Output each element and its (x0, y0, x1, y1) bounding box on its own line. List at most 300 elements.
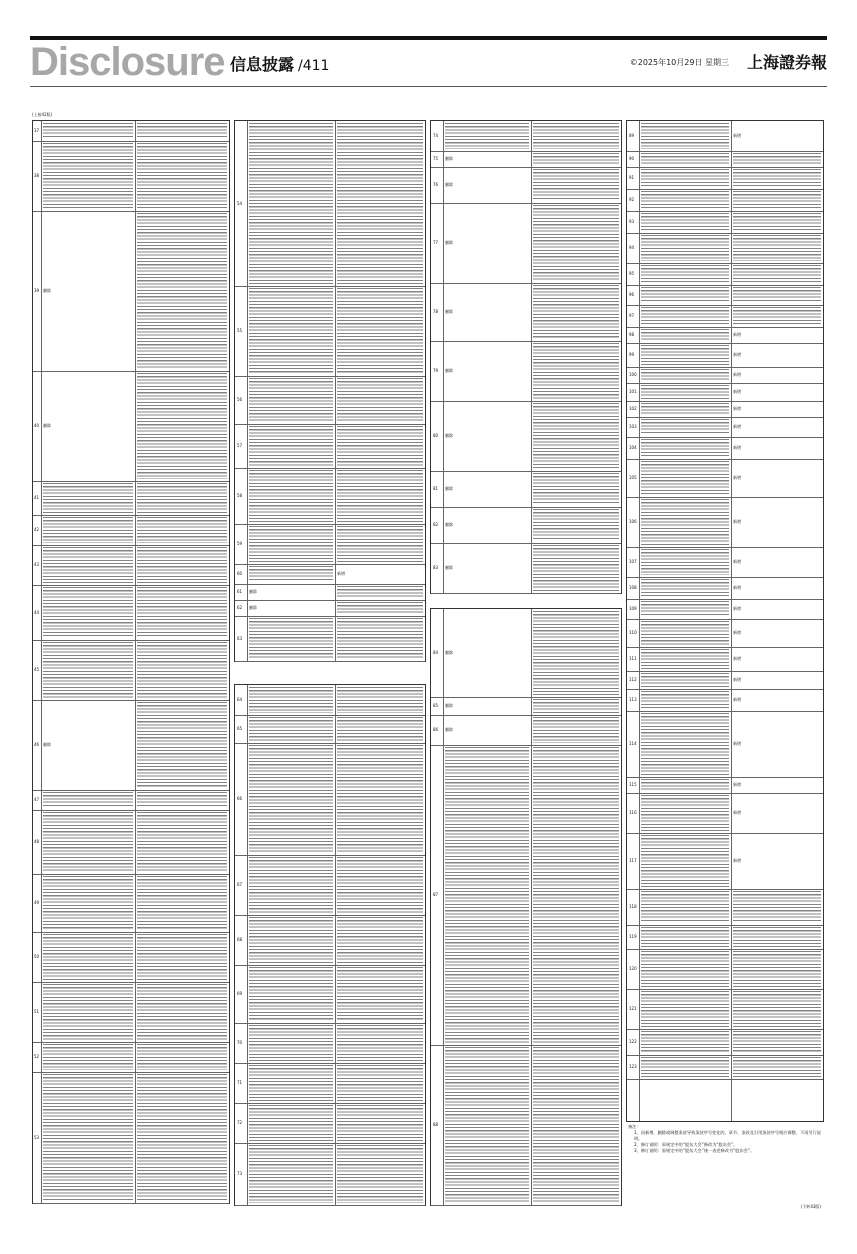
original-clause-text (43, 547, 133, 583)
row-number: 97 (629, 313, 635, 318)
row-number: 96 (629, 292, 635, 297)
revised-clause-text (533, 473, 619, 505)
revised-clause-text (733, 287, 821, 303)
row-number: 103 (629, 424, 637, 429)
row-number: 92 (629, 197, 635, 202)
original-clause-text (249, 288, 333, 374)
revised-clause-text (533, 699, 619, 713)
revised-clause-text (533, 545, 619, 591)
row-number: 39 (34, 288, 40, 293)
row-number: 48 (34, 839, 40, 844)
delete-label: 删除 (445, 156, 453, 161)
notes-block (628, 1124, 822, 1154)
table-row (627, 401, 823, 418)
table-row (235, 376, 425, 425)
row-number: 37 (34, 128, 40, 133)
issue-date: ©2025年10月29日 星期三 (629, 58, 729, 67)
original-clause-text (249, 618, 333, 659)
table-row (627, 577, 823, 600)
table-row (627, 343, 823, 368)
table-row (235, 743, 425, 856)
row-number: 104 (629, 445, 637, 450)
revised-clause-text (137, 642, 227, 698)
column-4 (626, 112, 826, 1210)
table-row (33, 545, 229, 586)
original-clause-text (249, 687, 333, 713)
revised-clause-text (137, 934, 227, 980)
original-clause-text (43, 1044, 133, 1070)
revised-clause-text (137, 143, 227, 209)
original-clause-text (641, 927, 729, 947)
delete-label: 删除 (445, 240, 453, 245)
revised-clause-text (137, 1074, 227, 1201)
row-number: 64 (237, 697, 243, 702)
row-number: 98 (629, 332, 635, 337)
table-row (235, 1143, 425, 1206)
revised-clause-text (533, 153, 619, 165)
revised-clause-text (733, 169, 821, 187)
new-label: 新增 (733, 606, 741, 611)
revised-clause-text (337, 1025, 423, 1061)
revised-clause-text (137, 373, 227, 479)
table-row (33, 700, 229, 791)
table-row (33, 640, 229, 701)
original-clause-text (641, 439, 729, 457)
original-clause-text (641, 1031, 729, 1053)
row-number: 81 (433, 486, 439, 491)
row-number: 54 (237, 200, 243, 206)
original-clause-text (641, 579, 729, 597)
table-row (627, 383, 823, 402)
page-number: /411 (298, 58, 330, 74)
table-row (235, 524, 425, 565)
row-number: 111 (629, 656, 637, 661)
row-number: 52 (34, 1054, 40, 1059)
revised-clause-text (137, 483, 227, 513)
revised-clause-text (733, 191, 821, 209)
new-label: 新增 (733, 585, 741, 590)
new-label: 新增 (733, 630, 741, 635)
row-number: 40 (34, 423, 40, 428)
row-number: 66 (237, 796, 243, 801)
original-clause-text (641, 691, 729, 709)
delete-label: 删除 (445, 703, 453, 708)
new-label: 新增 (733, 741, 741, 746)
row-number: 80 (433, 433, 439, 438)
original-clause-text (43, 792, 133, 808)
original-clause-text (43, 1074, 133, 1201)
revised-clause-text (337, 123, 423, 284)
row-number: 55 (237, 328, 243, 333)
revised-clause-text (337, 288, 423, 374)
revised-clause-text (137, 587, 227, 638)
table-row (627, 263, 823, 286)
row-number: 84 (433, 650, 439, 655)
comparison-table-4 (626, 120, 824, 1122)
revised-clause-text (337, 378, 423, 422)
original-clause-text (249, 526, 333, 562)
new-label: 新增 (733, 352, 741, 357)
new-label: 新增 (733, 475, 741, 480)
row-number: 95 (629, 271, 635, 276)
original-clause-text (445, 123, 529, 149)
table-row (431, 543, 621, 594)
newspaper-name: 上海證券報 (746, 53, 827, 72)
table-row (235, 600, 425, 617)
header-rule (30, 86, 827, 87)
delete-label: 删除 (445, 522, 453, 527)
table-row (627, 777, 823, 794)
row-number: 112 (629, 677, 637, 682)
table-row (627, 121, 823, 152)
revised-clause-text (137, 876, 227, 930)
table-row (627, 599, 823, 620)
revised-clause-text (733, 265, 821, 283)
original-clause-text (43, 143, 133, 209)
row-number: 122 (629, 1039, 637, 1044)
original-clause-text (641, 779, 729, 791)
original-clause-text (641, 549, 729, 575)
original-clause-text (641, 369, 729, 381)
table-row (431, 167, 621, 204)
delete-label: 删除 (445, 368, 453, 373)
row-number: 120 (629, 966, 637, 971)
revised-clause-text (337, 917, 423, 963)
revised-clause-text (733, 891, 821, 923)
row-number: 77 (433, 240, 439, 245)
row-number: 68 (237, 937, 243, 942)
brand-logo: Disclosure (30, 40, 225, 84)
original-clause-text (641, 713, 729, 775)
section-title (230, 52, 329, 75)
revised-clause-text (337, 470, 423, 522)
original-clause-text (43, 123, 133, 139)
table-row (627, 647, 823, 672)
table-row (627, 285, 823, 306)
table-row (33, 932, 229, 983)
revised-clause-text (337, 717, 423, 741)
row-number: 107 (629, 559, 637, 564)
new-label: 新增 (337, 571, 345, 576)
row-number: 47 (34, 797, 40, 802)
revised-clause-text (337, 602, 423, 614)
new-label: 新增 (733, 133, 741, 138)
row-number: 41 (34, 495, 40, 500)
comparison-table-2a (234, 120, 426, 662)
continued-from: (上接42版) (32, 112, 53, 117)
original-clause-text (641, 153, 729, 165)
new-label: 新增 (733, 372, 741, 377)
original-clause-text (249, 378, 333, 422)
row-number: 38 (34, 173, 40, 178)
row-number: 88 (433, 1122, 439, 1127)
original-clause-text (43, 642, 133, 698)
row-number: 99 (629, 352, 635, 357)
revised-clause-text (733, 927, 821, 947)
table-row (627, 417, 823, 438)
row-number: 74 (433, 133, 439, 138)
table-row (33, 1042, 229, 1073)
revised-clause-text (337, 745, 423, 853)
new-label: 新增 (733, 858, 741, 863)
row-number: 42 (34, 527, 40, 532)
revised-clause-text (733, 1057, 821, 1077)
revised-clause-text (137, 702, 227, 788)
original-clause-text (249, 717, 333, 741)
revised-clause-text (137, 812, 227, 872)
revised-clause-text (337, 1105, 423, 1141)
table-row (431, 341, 621, 402)
row-number: 102 (629, 406, 637, 411)
original-clause-text (249, 123, 333, 284)
revised-clause-text (337, 426, 423, 466)
new-label: 新增 (733, 389, 741, 394)
table-row (627, 459, 823, 498)
original-clause-text (641, 649, 729, 669)
revised-clause-text (337, 687, 423, 713)
original-clause-text (249, 917, 333, 963)
table-row (33, 874, 229, 933)
row-number: 59 (237, 541, 243, 546)
revised-clause-text (733, 235, 821, 261)
revised-clause-text (533, 611, 619, 695)
new-label: 新增 (733, 782, 741, 787)
row-number: 123 (629, 1064, 637, 1069)
table-row (627, 497, 823, 548)
table-row (235, 715, 425, 744)
table-row (33, 481, 229, 516)
original-clause-text (641, 123, 729, 149)
table-row (431, 283, 621, 342)
table-row (431, 745, 621, 1046)
table-row (33, 982, 229, 1043)
table-row (235, 121, 425, 287)
original-clause-text (641, 403, 729, 415)
original-clause-text (641, 951, 729, 987)
row-number: 91 (629, 175, 635, 180)
original-clause-text (641, 213, 729, 231)
delete-label: 删除 (249, 589, 257, 594)
revised-clause-text (533, 403, 619, 469)
revised-clause-text (137, 547, 227, 583)
row-number: 87 (433, 892, 439, 897)
original-clause-text (641, 169, 729, 187)
row-number: 100 (629, 372, 637, 377)
row-number: 43 (34, 562, 40, 567)
row-number: 109 (629, 606, 637, 611)
new-label: 新增 (733, 697, 741, 702)
table-row (33, 810, 229, 875)
table-row (627, 233, 823, 264)
original-clause-text (43, 517, 133, 543)
row-number: 79 (433, 368, 439, 373)
table-row (627, 689, 823, 712)
revised-clause-text (533, 1047, 619, 1203)
row-number: 110 (629, 630, 637, 635)
row-number: 72 (237, 1120, 243, 1125)
original-clause-text (43, 934, 133, 980)
table-row (627, 949, 823, 990)
table-row (627, 327, 823, 344)
table-row (627, 305, 823, 328)
table-row (33, 211, 229, 372)
note-line: 3、修订说明：原规定中的“股东大会”统一表述修改为“股东会”。 (634, 1148, 755, 1153)
row-number: 75 (433, 156, 439, 161)
original-clause-text (249, 470, 333, 522)
row-number: 105 (629, 475, 637, 480)
table-row (235, 965, 425, 1024)
table-row (33, 1072, 229, 1204)
table-row (33, 121, 229, 142)
new-label: 新增 (733, 559, 741, 564)
original-clause-text (641, 265, 729, 283)
table-row (627, 437, 823, 460)
row-number: 90 (629, 156, 635, 161)
column-2 (234, 112, 426, 1204)
revised-clause-text (337, 1065, 423, 1101)
column-3 (430, 112, 622, 1204)
note-line: 1、因新增、删除或调整条款导致条款序号变化的，章节、条款及引用条款序号相应调整，不再另行说明。 (634, 1130, 821, 1141)
delete-label: 删除 (43, 742, 51, 747)
table-row (627, 189, 823, 212)
row-number: 45 (34, 667, 40, 672)
row-number: 106 (629, 519, 637, 524)
table-row (33, 141, 229, 212)
original-clause-text (445, 747, 529, 1043)
revised-clause-text (733, 991, 821, 1027)
revised-clause-text (137, 1044, 227, 1070)
delete-label: 删除 (43, 423, 51, 428)
original-clause-text (249, 1105, 333, 1141)
row-number: 56 (237, 397, 243, 402)
table-row (627, 793, 823, 834)
original-clause-text (641, 1057, 729, 1077)
row-number: 70 (237, 1040, 243, 1045)
table-row (235, 584, 425, 601)
revised-clause-text (733, 1031, 821, 1053)
row-number: 69 (237, 991, 243, 996)
revised-clause-text (733, 307, 821, 325)
original-clause-text (641, 499, 729, 545)
table-row (431, 507, 621, 544)
revised-clause-text (733, 951, 821, 987)
revised-clause-text (137, 213, 227, 369)
table-row (627, 989, 823, 1030)
row-number: 94 (629, 245, 635, 250)
delete-label: 删除 (445, 309, 453, 314)
delete-label: 删除 (445, 650, 453, 655)
original-clause-text (641, 673, 729, 687)
row-number: 46 (34, 742, 40, 747)
original-clause-text (641, 461, 729, 495)
row-number: 61 (237, 589, 243, 594)
original-clause-text (43, 876, 133, 930)
table-row (235, 685, 425, 716)
original-clause-text (641, 235, 729, 261)
table-row (33, 515, 229, 546)
table-row (627, 671, 823, 690)
revised-clause-text (533, 285, 619, 339)
table-row (431, 1045, 621, 1206)
row-number: 82 (433, 522, 439, 527)
revised-clause-text (137, 517, 227, 543)
original-clause-text (641, 601, 729, 617)
row-number: 101 (629, 389, 637, 394)
row-number: 85 (433, 703, 439, 708)
revised-clause-text (533, 205, 619, 281)
revised-clause-text (533, 747, 619, 1043)
delete-label: 删除 (445, 486, 453, 491)
original-clause-text (641, 287, 729, 303)
table-row (627, 547, 823, 578)
delete-label: 删除 (445, 565, 453, 570)
row-number: 117 (629, 858, 637, 863)
row-number: 63 (237, 635, 243, 641)
revised-clause-text (533, 123, 619, 149)
row-number: 62 (237, 605, 243, 610)
table-row (431, 401, 621, 472)
row-number: 71 (237, 1080, 243, 1085)
revised-clause-text (337, 1145, 423, 1203)
original-clause-text (641, 891, 729, 923)
revised-clause-text (337, 618, 423, 659)
comparison-table-3b (430, 608, 622, 1206)
row-number: 114 (629, 741, 637, 746)
row-number: 58 (237, 493, 243, 498)
revised-clause-text (337, 526, 423, 562)
new-label: 新增 (733, 677, 741, 682)
table-row (627, 367, 823, 384)
comparison-table-3a (430, 120, 622, 594)
row-number: 53 (34, 1134, 40, 1140)
row-number: 89 (629, 133, 635, 138)
row-number: 44 (34, 609, 40, 615)
original-clause-text (43, 587, 133, 638)
table-row (235, 1103, 425, 1144)
revised-clause-text (533, 169, 619, 201)
table-row (235, 286, 425, 377)
table-row (431, 715, 621, 746)
table-row (33, 371, 229, 482)
table-row (627, 211, 823, 234)
revised-clause-text (733, 213, 821, 231)
table-row (33, 585, 229, 641)
revised-clause-text (137, 123, 227, 139)
row-number: 49 (34, 900, 40, 905)
delete-label: 删除 (249, 605, 257, 610)
original-clause-text (249, 967, 333, 1021)
table-row (235, 1023, 425, 1064)
original-clause-text (249, 1025, 333, 1061)
revised-clause-text (733, 153, 821, 165)
original-clause-text (641, 385, 729, 399)
table-row (431, 203, 621, 284)
new-label: 新增 (733, 406, 741, 411)
table-row (235, 855, 425, 916)
row-number: 51 (34, 1009, 40, 1014)
row-number: 119 (629, 934, 637, 939)
table-row (431, 471, 621, 508)
comparison-table-1 (32, 120, 230, 1204)
table-row (431, 609, 621, 698)
new-label: 新增 (733, 332, 741, 337)
original-clause-text (43, 984, 133, 1040)
row-number: 113 (629, 697, 637, 702)
new-label: 新增 (733, 445, 741, 450)
delete-label: 删除 (445, 727, 453, 732)
table-row (235, 564, 425, 585)
page-content (30, 112, 827, 1210)
